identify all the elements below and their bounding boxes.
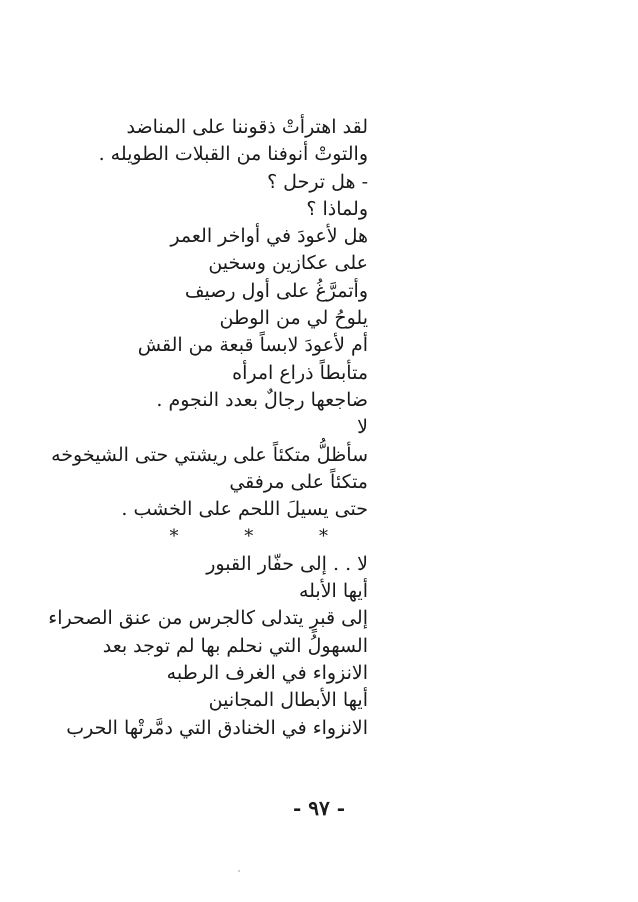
- page-number: - ٩٧ -: [292, 796, 345, 820]
- poem-line: أيها الأبطال المجانين: [208, 689, 368, 712]
- poem-line: أيها الأبله: [298, 580, 368, 603]
- poem-line: يلوحُ لي من الوطن: [219, 307, 368, 330]
- poem-line: متكئاً على مرفقي: [229, 470, 368, 493]
- poem-line: ولماذا ؟: [306, 197, 368, 220]
- poem-line: لا: [357, 416, 368, 439]
- poem-line: حتى يسيلَ اللحم على الخشب .: [121, 498, 368, 521]
- poem-line: هل لأعودَ في أواخر العمر: [170, 225, 368, 248]
- poem-line: ضاجعها رجالٌ بعدد النجوم .: [156, 388, 368, 411]
- poem-line: وأتمرَّغُ على أول رصيف: [184, 279, 368, 302]
- poem-line: والتوتْ أنوفنا من القبلات الطويله .: [98, 143, 368, 166]
- poem-line: لا . . إلى حفّار القبور: [206, 552, 368, 575]
- scan-speck: [238, 870, 240, 872]
- poem-line: أم لأعودَ لابساً قبعة من القش: [137, 334, 368, 357]
- poem-line: متأبطاً ذراع امرأه: [232, 361, 368, 384]
- section-divider: * * *: [169, 526, 358, 548]
- poem-line: إلى قبرٍ يتدلى كالجرس من عنق الصحراء: [48, 607, 368, 630]
- poem-line: سأظلُّ متكئاً على ريشتي حتى الشيخوخه: [51, 443, 368, 466]
- poem-line: الانزواء في الغرف الرطبه: [166, 661, 368, 684]
- poem-text: [48, 114, 368, 742]
- poem-line: الانزواء في الخنادق التي دمَّرتْها الحرب: [66, 716, 368, 739]
- poem-line: السهولُ التي نحلم بها لم توجد بعد: [102, 634, 368, 657]
- poem-line: - هل ترحل ؟: [267, 170, 368, 193]
- poem-line: لقد اهترأتْ ذقوننا على المناضد: [126, 116, 368, 138]
- poem-line: على عكازين وسخين: [208, 252, 368, 275]
